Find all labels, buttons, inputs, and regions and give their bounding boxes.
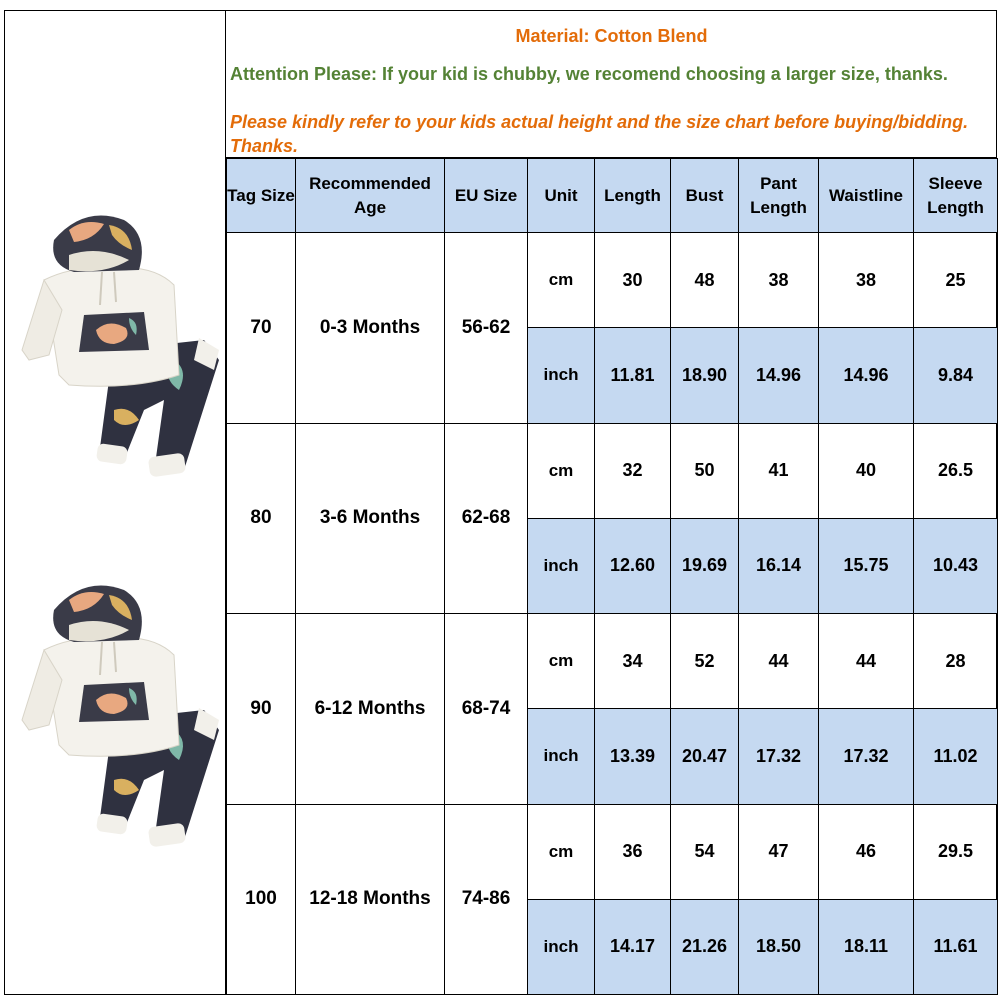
bust-cell: 50: [671, 423, 739, 518]
table-row: [227, 804, 998, 899]
product-image-2: [14, 580, 222, 850]
eu-size-cell: 62-68: [445, 423, 528, 614]
unit-cell: inch: [528, 899, 595, 994]
waistline-cell: 15.75: [819, 518, 914, 613]
sleeve-length-cell: 29.5: [914, 804, 998, 899]
header-sleeve-length: Sleeve Length: [914, 159, 998, 233]
header-unit: Unit: [528, 159, 595, 233]
bust-cell: 18.90: [671, 328, 739, 423]
unit-cell: cm: [528, 804, 595, 899]
sleeve-length-cell: 26.5: [914, 423, 998, 518]
waistline-cell: 14.96: [819, 328, 914, 423]
waistline-cell: 17.32: [819, 709, 914, 804]
length-cell: 12.60: [595, 518, 671, 613]
sleeve-length-cell: 10.43: [914, 518, 998, 613]
table-row: [227, 423, 998, 518]
header-eu-size: EU Size: [445, 159, 528, 233]
header-length: Length: [595, 159, 671, 233]
age-cell: 0-3 Months: [296, 233, 445, 424]
pant-length-cell: 16.14: [739, 518, 819, 613]
table-row: [227, 614, 998, 709]
pant-length-cell: 41: [739, 423, 819, 518]
pant-length-cell: 38: [739, 233, 819, 328]
tag-size-cell: 80: [227, 423, 296, 614]
waistline-cell: 44: [819, 614, 914, 709]
age-cell: 3-6 Months: [296, 423, 445, 614]
tag-size-cell: 90: [227, 614, 296, 805]
header-waistline: Waistline: [819, 159, 914, 233]
size-chart-panel: [226, 10, 997, 995]
sleeve-length-cell: 9.84: [914, 328, 998, 423]
length-cell: 36: [595, 804, 671, 899]
table-row: [227, 233, 998, 328]
header-recommended-age: Recommended Age: [296, 159, 445, 233]
age-cell: 6-12 Months: [296, 614, 445, 805]
sleeve-length-cell: 11.02: [914, 709, 998, 804]
refer-note: Please kindly refer to your kids actual height and the size chart before buying/bidding. Thanks.: [230, 112, 969, 156]
header-tag-size: Tag Size: [227, 159, 296, 233]
pant-length-cell: 17.32: [739, 709, 819, 804]
size-table: [226, 158, 998, 995]
length-cell: 34: [595, 614, 671, 709]
hoodie-pants-image: [14, 210, 222, 480]
tag-size-cell: 100: [227, 804, 296, 995]
bust-cell: 52: [671, 614, 739, 709]
bust-cell: 20.47: [671, 709, 739, 804]
notes-section: [226, 10, 997, 158]
sleeve-length-cell: 28: [914, 614, 998, 709]
pant-length-cell: 18.50: [739, 899, 819, 994]
unit-cell: cm: [528, 614, 595, 709]
attention-note: Attention Please: If your kid is chubby, we recomend choosing a larger size, thanks.: [230, 64, 948, 84]
length-cell: 32: [595, 423, 671, 518]
sleeve-length-cell: 25: [914, 233, 998, 328]
bust-cell: 54: [671, 804, 739, 899]
waistline-cell: 40: [819, 423, 914, 518]
unit-cell: inch: [528, 328, 595, 423]
waistline-cell: 18.11: [819, 899, 914, 994]
bust-cell: 21.26: [671, 899, 739, 994]
unit-cell: inch: [528, 709, 595, 804]
waistline-cell: 46: [819, 804, 914, 899]
material-note: Material: Cotton Blend: [515, 26, 708, 46]
length-cell: 13.39: [595, 709, 671, 804]
eu-size-cell: 68-74: [445, 614, 528, 805]
header-bust: Bust: [671, 159, 739, 233]
pant-length-cell: 14.96: [739, 328, 819, 423]
tag-size-cell: 70: [227, 233, 296, 424]
sleeve-length-cell: 11.61: [914, 899, 998, 994]
length-cell: 11.81: [595, 328, 671, 423]
length-cell: 30: [595, 233, 671, 328]
hoodie-pants-image: [14, 580, 222, 850]
unit-cell: cm: [528, 423, 595, 518]
eu-size-cell: 56-62: [445, 233, 528, 424]
product-image-panel: [4, 10, 226, 995]
header-pant-length: Pant Length: [739, 159, 819, 233]
pant-length-cell: 47: [739, 804, 819, 899]
unit-cell: cm: [528, 233, 595, 328]
length-cell: 14.17: [595, 899, 671, 994]
table-header-row: [227, 159, 998, 233]
waistline-cell: 38: [819, 233, 914, 328]
pant-length-cell: 44: [739, 614, 819, 709]
bust-cell: 19.69: [671, 518, 739, 613]
unit-cell: inch: [528, 518, 595, 613]
product-image-1: [14, 210, 222, 480]
age-cell: 12-18 Months: [296, 804, 445, 995]
bust-cell: 48: [671, 233, 739, 328]
eu-size-cell: 74-86: [445, 804, 528, 995]
